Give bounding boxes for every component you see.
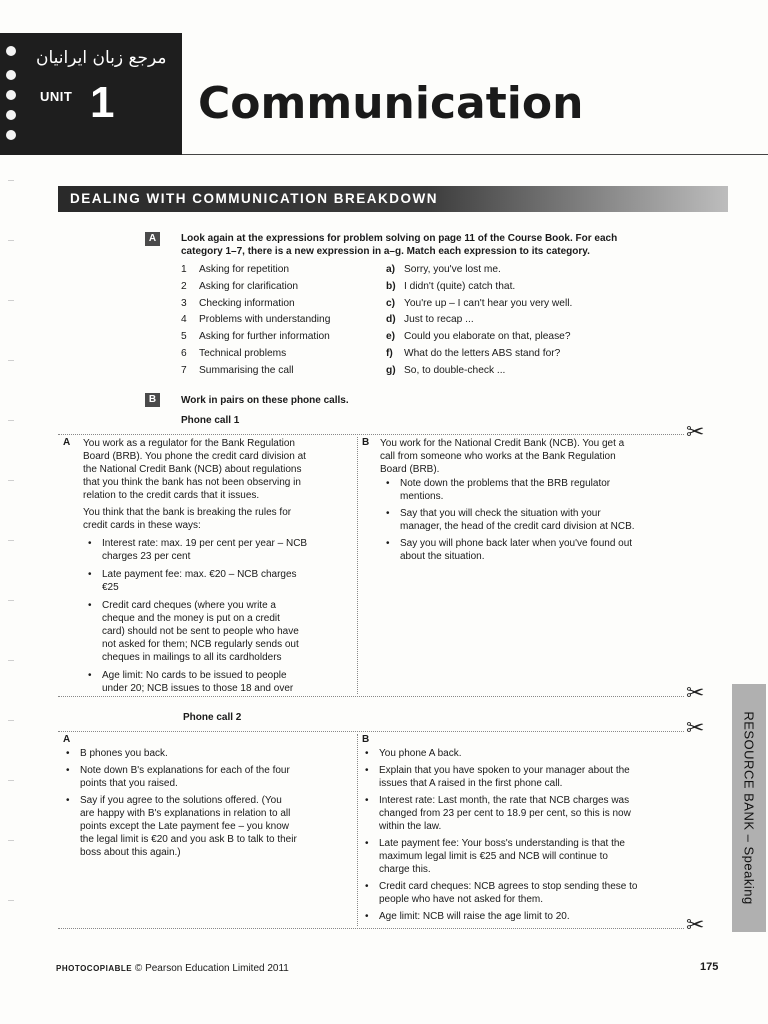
role-a-text: Board (BRB). You phone the credit card division at bbox=[83, 451, 306, 462]
binder-hole bbox=[6, 46, 16, 56]
role-b-bullet-line: • Note down the problems that the BRB regulator bbox=[400, 478, 611, 489]
role-b-bullet-line: • Credit card cheques: NCB agrees to stop sending these to bbox=[379, 881, 638, 892]
phone-call-1-heading: Phone call 1 bbox=[181, 415, 240, 426]
page-title: Communication bbox=[198, 78, 584, 129]
section-banner-title: DEALING WITH COMMUNICATION BREAKDOWN bbox=[70, 191, 438, 206]
role-b-bullet-line: about the situation. bbox=[400, 551, 485, 562]
side-tab-label: RESOURCE BANK – Speaking bbox=[741, 711, 757, 905]
role-a-label: A bbox=[63, 734, 71, 745]
category-text: Asking for clarification bbox=[199, 280, 299, 292]
role-a-bullet bbox=[62, 747, 370, 760]
role-a-bullet bbox=[84, 537, 362, 563]
role-a-label: A bbox=[63, 437, 71, 448]
role-b-bullet-line: people who have not asked for them. bbox=[379, 894, 543, 905]
margin-mark bbox=[8, 540, 14, 541]
role-b-bullet-line: • Interest rate: Last month, the rate that NCB charges was bbox=[379, 795, 630, 806]
category-item bbox=[181, 348, 286, 359]
role-a-bullet-line: not asked for them; NCB regularly sends out bbox=[102, 639, 299, 650]
margin-mark bbox=[8, 840, 14, 841]
role-b-label: B bbox=[362, 437, 370, 448]
role-b-bullet bbox=[382, 477, 700, 503]
role-a-text: You work as a regulator for the Bank Regulation bbox=[83, 438, 295, 449]
category-text: Checking information bbox=[199, 297, 295, 309]
category-text: Problems with understanding bbox=[199, 314, 331, 326]
category-item bbox=[181, 365, 294, 376]
role-b-bullet bbox=[361, 837, 699, 876]
role-b-bullet-line: mentions. bbox=[400, 491, 444, 502]
category-item bbox=[181, 298, 295, 309]
binder-hole bbox=[6, 90, 16, 100]
page-number: 175 bbox=[700, 961, 719, 973]
exercise-a-instruction-line: Look again at the expressions for problem solving on page 11 of the Course Book. For each bbox=[181, 233, 618, 244]
expression-item bbox=[386, 298, 572, 309]
exercise-a-instruction-line: category 1–7, there is a new expression in a–g. Match each expression to its category. bbox=[181, 246, 590, 257]
role-b-bullet bbox=[361, 880, 699, 906]
category-item bbox=[181, 331, 330, 342]
expression-text: Could you elaborate on that, please? bbox=[404, 331, 571, 343]
expression-item bbox=[386, 331, 571, 342]
role-a-text: the National Credit Bank (NCB) about regulations bbox=[83, 464, 302, 475]
brand-watermark: مرجع زبان ایرانیان bbox=[36, 48, 167, 68]
expression-letter: g) bbox=[386, 364, 396, 376]
margin-mark bbox=[8, 180, 14, 181]
expression-text: Sorry, you've lost me. bbox=[404, 264, 501, 275]
role-b-bullet-line: • Age limit: NCB will raise the age limit to 20. bbox=[379, 911, 570, 922]
cut-line bbox=[58, 696, 684, 697]
expression-letter: f) bbox=[386, 348, 393, 359]
role-a-bullet-line: • Credit card cheques (where you write a bbox=[102, 600, 276, 611]
margin-mark bbox=[8, 720, 14, 721]
exercise-a-tag: A bbox=[145, 232, 160, 246]
margin-mark bbox=[8, 600, 14, 601]
role-b-bullet bbox=[382, 537, 700, 563]
role-a-bullet-line: • Age limit: No cards to be issued to people bbox=[102, 670, 287, 681]
category-number: 2 bbox=[181, 280, 187, 292]
role-a-bullet-line: points that you raised. bbox=[80, 778, 178, 789]
phone-call-2-heading: Phone call 2 bbox=[183, 712, 242, 723]
margin-mark bbox=[8, 240, 14, 241]
role-b-label: B bbox=[362, 734, 370, 745]
role-b-bullet bbox=[361, 764, 699, 790]
expression-item bbox=[386, 365, 505, 376]
role-b-bullet bbox=[382, 507, 700, 533]
role-a-bullet-line: the legal limit is €20 and you ask B to talk to their bbox=[80, 834, 297, 845]
category-number: 5 bbox=[181, 331, 187, 343]
expression-text: So, to double-check ... bbox=[404, 364, 506, 376]
expression-letter: a) bbox=[386, 264, 396, 275]
role-a-bullet-line: points except the Late payment fee – you know bbox=[80, 821, 290, 832]
scissors-icon: ✂ bbox=[686, 420, 705, 445]
category-text: Technical problems bbox=[199, 348, 287, 359]
category-text: Summarising the call bbox=[199, 364, 294, 376]
expression-item bbox=[386, 264, 501, 275]
role-a-bullet-line: charges 23 per cent bbox=[102, 551, 191, 562]
binder-hole bbox=[6, 130, 16, 140]
expression-item bbox=[386, 348, 560, 359]
expression-text: I didn't (quite) catch that. bbox=[404, 280, 516, 292]
role-b-bullet bbox=[361, 910, 699, 923]
binder-hole bbox=[6, 110, 16, 120]
expression-item bbox=[386, 314, 474, 325]
scissors-icon: ✂ bbox=[686, 716, 705, 741]
category-text: Asking for repetition bbox=[199, 264, 290, 275]
category-item bbox=[181, 281, 298, 292]
unit-label: UNIT bbox=[40, 89, 73, 104]
cut-line bbox=[58, 731, 684, 732]
role-a-text: credit cards in these ways: bbox=[83, 520, 201, 531]
header-rule bbox=[182, 154, 768, 155]
category-number: 6 bbox=[181, 348, 187, 359]
expression-item bbox=[386, 281, 515, 292]
role-a-bullet-line: €25 bbox=[102, 582, 119, 593]
role-b-bullet-line: issues that A raised in the first phone call. bbox=[379, 778, 563, 789]
role-b-text: call from someone who works at the Bank Regulation bbox=[380, 451, 616, 462]
role-b-bullet-line: • Late payment fee: Your boss's understanding is that the bbox=[379, 838, 625, 849]
category-number: 7 bbox=[181, 364, 187, 376]
margin-mark bbox=[8, 480, 14, 481]
role-a-bullet-line: • Say if you agree to the solutions offered. (You bbox=[80, 795, 282, 806]
footer-copyright bbox=[56, 963, 289, 974]
role-b-bullet-line: • You phone A back. bbox=[379, 748, 462, 759]
binder-hole bbox=[6, 70, 16, 80]
category-number: 1 bbox=[181, 264, 187, 275]
category-number: 3 bbox=[181, 297, 187, 309]
role-a-bullet-line: card) should not be sent to people who have bbox=[102, 626, 299, 637]
role-a-bullet-line: • Late payment fee: max. €20 – NCB charges bbox=[102, 569, 297, 580]
margin-mark bbox=[8, 300, 14, 301]
role-b-text: Board (BRB). bbox=[380, 464, 440, 475]
role-a-bullet-line: • Interest rate: max. 19 per cent per year – NCB bbox=[102, 538, 308, 549]
role-b-bullet-line: • Explain that you have spoken to your manager about the bbox=[379, 765, 630, 776]
role-a-bullet bbox=[84, 568, 362, 594]
role-a-text: You think that the bank is breaking the rules for bbox=[83, 507, 292, 518]
unit-number: 1 bbox=[90, 78, 115, 127]
role-b-bullet-line: • Say that you will check the situation with your bbox=[400, 508, 601, 519]
expression-letter: e) bbox=[386, 331, 396, 343]
exercise-b-tag: B bbox=[145, 393, 160, 407]
role-b-bullet-line: within the law. bbox=[379, 821, 442, 832]
cut-line bbox=[58, 434, 684, 435]
role-a-bullet-line: cheque and the money is put on a credit bbox=[102, 613, 280, 624]
role-b-bullet-line: manager, the head of the credit card division at NCB. bbox=[400, 521, 635, 532]
exercise-b-instruction: Work in pairs on these phone calls. bbox=[181, 395, 349, 406]
role-a-bullet-line: under 20; NCB issues to those 18 and over bbox=[102, 683, 294, 694]
role-b-text: You work for the National Credit Bank (NCB). You get a bbox=[380, 438, 625, 449]
scissors-icon: ✂ bbox=[686, 681, 705, 706]
role-b-bullet-line: • Say you will phone back later when you've found out bbox=[400, 538, 633, 549]
expression-text: What do the letters ABS stand for? bbox=[404, 348, 561, 359]
photocopiable-label: PHOTOCOPIABLE bbox=[56, 964, 133, 973]
role-b-bullet-line: charge this. bbox=[379, 864, 431, 875]
expression-letter: b) bbox=[386, 280, 396, 292]
scissors-icon: ✂ bbox=[686, 913, 705, 938]
category-number: 4 bbox=[181, 314, 187, 326]
expression-letter: d) bbox=[386, 314, 396, 326]
role-a-bullet-line: • B phones you back. bbox=[80, 748, 168, 759]
margin-mark bbox=[8, 900, 14, 901]
margin-mark bbox=[8, 420, 14, 421]
role-a-bullet-line: • Note down B's explanations for each of the four bbox=[80, 765, 290, 776]
margin-mark bbox=[8, 360, 14, 361]
category-item bbox=[181, 264, 289, 275]
role-a-bullet-line: boss about this again.) bbox=[80, 847, 181, 858]
role-a-text: relation to the credit cards that it issues. bbox=[83, 490, 260, 501]
expression-letter: c) bbox=[386, 297, 396, 309]
role-b-bullet bbox=[361, 794, 699, 833]
margin-mark bbox=[8, 780, 14, 781]
role-a-bullet bbox=[84, 669, 362, 695]
role-a-bullet bbox=[62, 764, 370, 790]
cut-line bbox=[58, 928, 684, 929]
role-a-bullet bbox=[62, 794, 370, 859]
role-a-bullet bbox=[84, 599, 362, 664]
expression-text: Just to recap ... bbox=[404, 314, 474, 326]
role-a-text: that you think the bank has not been observing in bbox=[83, 477, 301, 488]
category-text: Asking for further information bbox=[199, 331, 330, 343]
margin-mark bbox=[8, 660, 14, 661]
copyright-text: © Pearson Education Limited 2011 bbox=[134, 963, 289, 974]
role-b-bullet-line: changed from 23 per cent to 18.9 per cent, so this is now bbox=[379, 808, 631, 819]
role-a-bullet-line: are happy with B's explanations in relation to all bbox=[80, 808, 291, 819]
role-a-bullet-line: cheques in mailings to all its cardholders bbox=[102, 652, 282, 663]
role-b-bullet bbox=[361, 747, 699, 760]
category-item bbox=[181, 314, 330, 325]
expression-text: You're up – I can't hear you very well. bbox=[404, 297, 573, 309]
role-b-bullet-line: maximum legal limit is €25 and NCB will continue to bbox=[379, 851, 608, 862]
